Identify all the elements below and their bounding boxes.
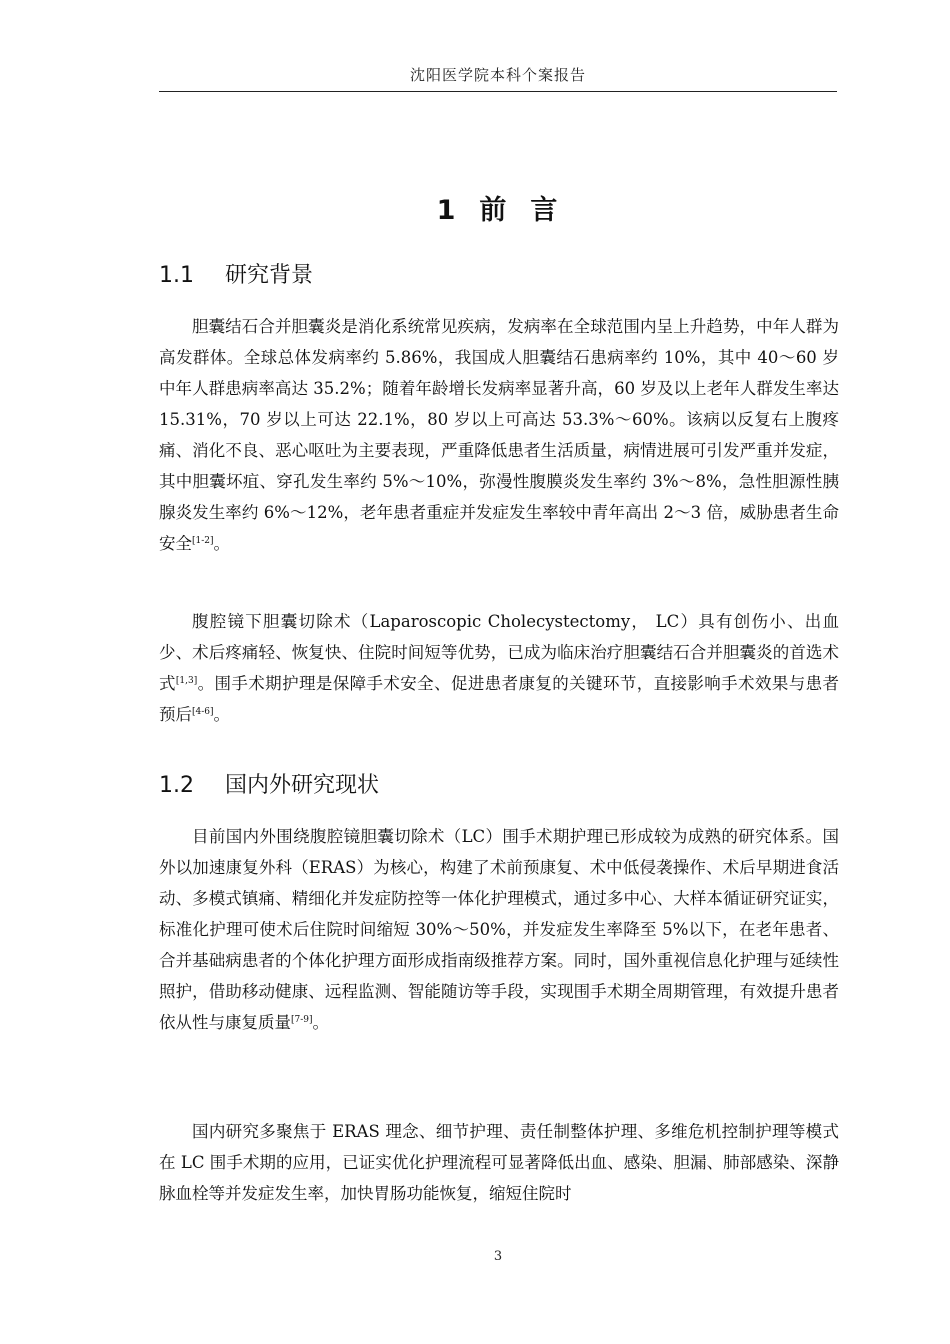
chapter-title — [159, 188, 837, 227]
section-heading-1-1 — [159, 258, 837, 289]
paragraph-text: 胆囊结石合并胆囊炎是消化系统常见疾病，发病率在全球范围内呈上升趋势，中年人群为高发群体。全球总体发病率约 5.86%，我国成人胆囊结石患病率约 10%，其中 40～60 岁中年人群患病率高达 35.2%；随着年龄增长发病率显著升高，60 岁及以上老年人群发生率达 15.31%，70 岁以上可达 22.1%，80 岁以上可高达 53.3%～60%。该病以反复右上腹疼痛、消化不良、恶心呕吐为主要表现，严重降低患者生活质量，病情进展可引发严重并发症，其中胆囊坏疽、穿孔发生率约 5%～10%，弥漫性腹膜炎发生率约 3%～8%，急性胆源性胰腺炎发生率约 6%～12%，老年患者重症并发症发生率较中青年高出 2～3 倍，威胁患者生命安全 — [159, 317, 839, 553]
paragraph-background-1 — [159, 311, 839, 559]
citation-ref: [1,3] — [175, 676, 198, 686]
chapter-title-part1: 前 — [479, 195, 509, 226]
paragraph-status-1 — [159, 821, 839, 1038]
citation-ref: [4-6] — [192, 707, 214, 717]
paragraph-text: 国内研究多聚焦于 ERAS 理念、细节护理、责任制整体护理、多维危机控制护理等模式在 LC 围手术期的应用，已证实优化护理流程可显著降低出血、感染、胆漏、肺部感染、深静脉血栓等并发症发生率，加快胃肠功能恢复，缩短住院时 — [159, 1122, 839, 1203]
citation-ref: [7-9] — [291, 1015, 313, 1025]
paragraph-status-2 — [159, 1116, 839, 1209]
paragraph-end: 。 — [312, 1013, 330, 1032]
section-number: 1.2 — [159, 773, 194, 798]
paragraph-text: 目前国内外围绕腹腔镜胆囊切除术（LC）围手术期护理已形成较为成熟的研究体系。国外以加速康复外科（ERAS）为核心，构建了术前预康复、术中低侵袭操作、术后早期进食活动、多模式镇痛、精细化并发症防控等一体化护理模式，通过多中心、大样本循证研究证实，标准化护理可使术后住院时间缩短 30%～50%，并发症发生率降至 5%以下，在老年患者、合并基础病患者的个体化护理方面形成指南级推荐方案。同时，国外重视信息化护理与延续性照护，借助移动健康、远程监测、智能随访等手段，实现围手术期全周期管理，有效提升患者依从性与康复质量 — [159, 827, 839, 1032]
citation-ref: [1-2] — [192, 536, 214, 546]
paragraph-end: 。 — [213, 705, 231, 724]
paragraph-end: 。 — [213, 534, 231, 553]
chapter-number: 1 — [436, 195, 458, 226]
paragraph-background-2 — [159, 606, 839, 730]
page-number: 3 — [493, 1249, 503, 1264]
header-divider — [159, 91, 837, 92]
paragraph-text: 腹腔镜下胆囊切除术（Laparoscopic Cholecystectomy， LC）具有创伤小、出血少、术后疼痛轻、恢复快、住院时间短等优势，已成为临床治疗胆囊结石合并胆囊炎的首选术式 — [159, 612, 839, 693]
paragraph-text-continued: 。围手术期护理是保障手术安全、促进患者康复的关键环节，直接影响手术效果与患者预后 — [159, 674, 840, 724]
section-title: 研究背景 — [225, 263, 314, 288]
section-number: 1.1 — [159, 263, 194, 288]
running-header: 沈阳医学院本科个案报告 — [409, 66, 586, 84]
section-title: 国内外研究现状 — [225, 773, 380, 798]
chapter-title-part2: 言 — [530, 195, 560, 226]
section-heading-1-2 — [159, 768, 837, 799]
